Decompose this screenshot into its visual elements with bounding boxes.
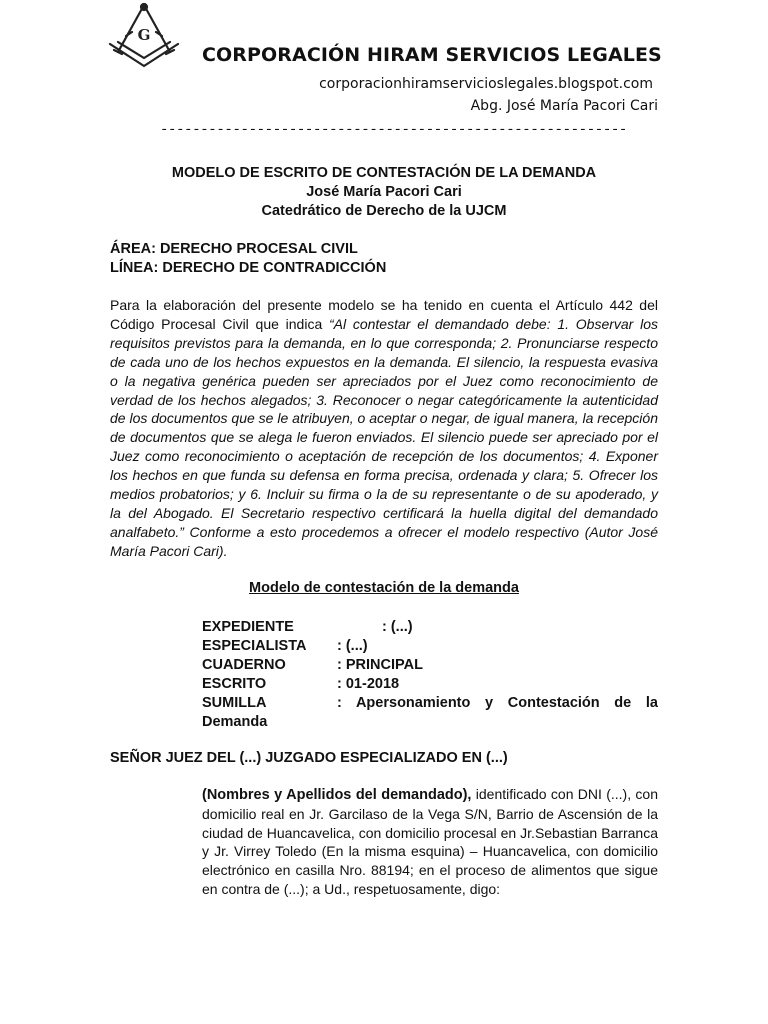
intro-paragraph [110, 296, 658, 561]
header-author: Abg. José María Pacori Cari [470, 98, 658, 114]
meta-value: : 01-2018 [337, 676, 400, 692]
meta-value: : Apersonamiento y Contestación de la [337, 695, 658, 711]
logo [104, 2, 184, 68]
organization-name: CORPORACIÓN HIRAM SERVICIOS LEGALES [202, 44, 662, 66]
title-line-3: Catedrático de Derecho de la UJCM [261, 203, 507, 219]
logo-letter: G [137, 26, 151, 44]
meta-key: ESCRITO [202, 676, 267, 692]
meta-key: CUADERNO [202, 657, 286, 673]
document-title [110, 164, 658, 221]
meta-key: ESPECIALISTA [202, 638, 307, 654]
line-label: LÍNEA: DERECHO DE CONTRADICCIÓN [110, 260, 387, 276]
case-metadata [202, 618, 658, 732]
sumilla-continuation: Demanda [202, 714, 268, 730]
meta-row-escrito [202, 675, 658, 694]
area-label: ÁREA: DERECHO PROCESAL CIVIL [110, 241, 358, 257]
intro-quote: “Al contestar el demandado debe: 1. Observar los requisitos previstos para la demanda, en lo que corresponda; 2. Pronunciarse respecto de cada uno de los hechos expuestos en la demanda. El silencio, la respuesta evasiva o la negativa genérica pueden ser apreciados por el Juez como reconocimiento de verdad de los hechos alegados; 3. Reconocer o negar categóricamente la autenticidad de los documentos que se le atribuyen, o aceptar o negar, de igual manera, la recepción de documentos que se alega le fueron enviados. El silencio puede ser apreciado por el Juez como reconocimiento o aceptación de recepción de los documentos; 4. Exponer los hechos en que funda su defensa en forma precisa, ordenada y clara; 5. Ofrecer los medios probatorios; y 6. Incluir su firma o la de su representante o de su apoderado, y la del Abogado. El Secretario respectivo certificará la huella digital del demandado analfabeto.” Conforme a esto procedemos a ofrecer el modelo respectivo (Autor José María Pacori Cari). [110, 315, 658, 559]
meta-key: EXPEDIENTE [202, 619, 294, 635]
meta-row-expediente [202, 618, 658, 637]
party-name: (Nombres y Apellidos del demandado), [202, 787, 472, 803]
model-title: Modelo de contestación de la demanda [249, 580, 519, 596]
square-and-compass-icon [104, 2, 184, 68]
meta-value: : (...) [337, 638, 368, 654]
classification [110, 240, 386, 278]
meta-key: SUMILLA [202, 695, 267, 711]
meta-row-cuaderno [202, 656, 658, 675]
title-line-2: José María Pacori Cari [306, 184, 462, 200]
separator-line: ---------------------------------------------------------- [160, 122, 627, 138]
title-line-1: MODELO DE ESCRITO DE CONTESTACIÓN DE LA DEMANDA [171, 165, 597, 181]
meta-value: : PRINCIPAL [337, 657, 423, 673]
addressee: SEÑOR JUEZ DEL (...) JUZGADO ESPECIALIZADO EN (...) [110, 750, 508, 766]
meta-value: : (...) [382, 619, 413, 635]
body-paragraph [202, 785, 658, 899]
meta-row-especialista [202, 637, 658, 656]
blog-url: corporacionhiramservicioslegales.blogspot.com [319, 76, 653, 92]
intro-lead: Para la elaboración del presente modelo se ha tenido en cuenta el Artículo 442 del Código Procesal Civil que indica [110, 297, 658, 332]
body-text: identificado con DNI (...), con domicilio real en Jr. Garcilaso de la Vega S/N, Barrio de Ascensión de la ciudad de Huancavelica, con domicilio procesal en Jr.Sebastian Barranca y Jr. Virrey Toledo (En la misma esquina) – Huancavelica, con domicilio electrónico en casilla Nro. 88194; en el proceso de alimentos que sigue en contra de (...); a Ud., respetuosamente, digo: [202, 786, 658, 897]
meta-row-sumilla [202, 694, 658, 713]
